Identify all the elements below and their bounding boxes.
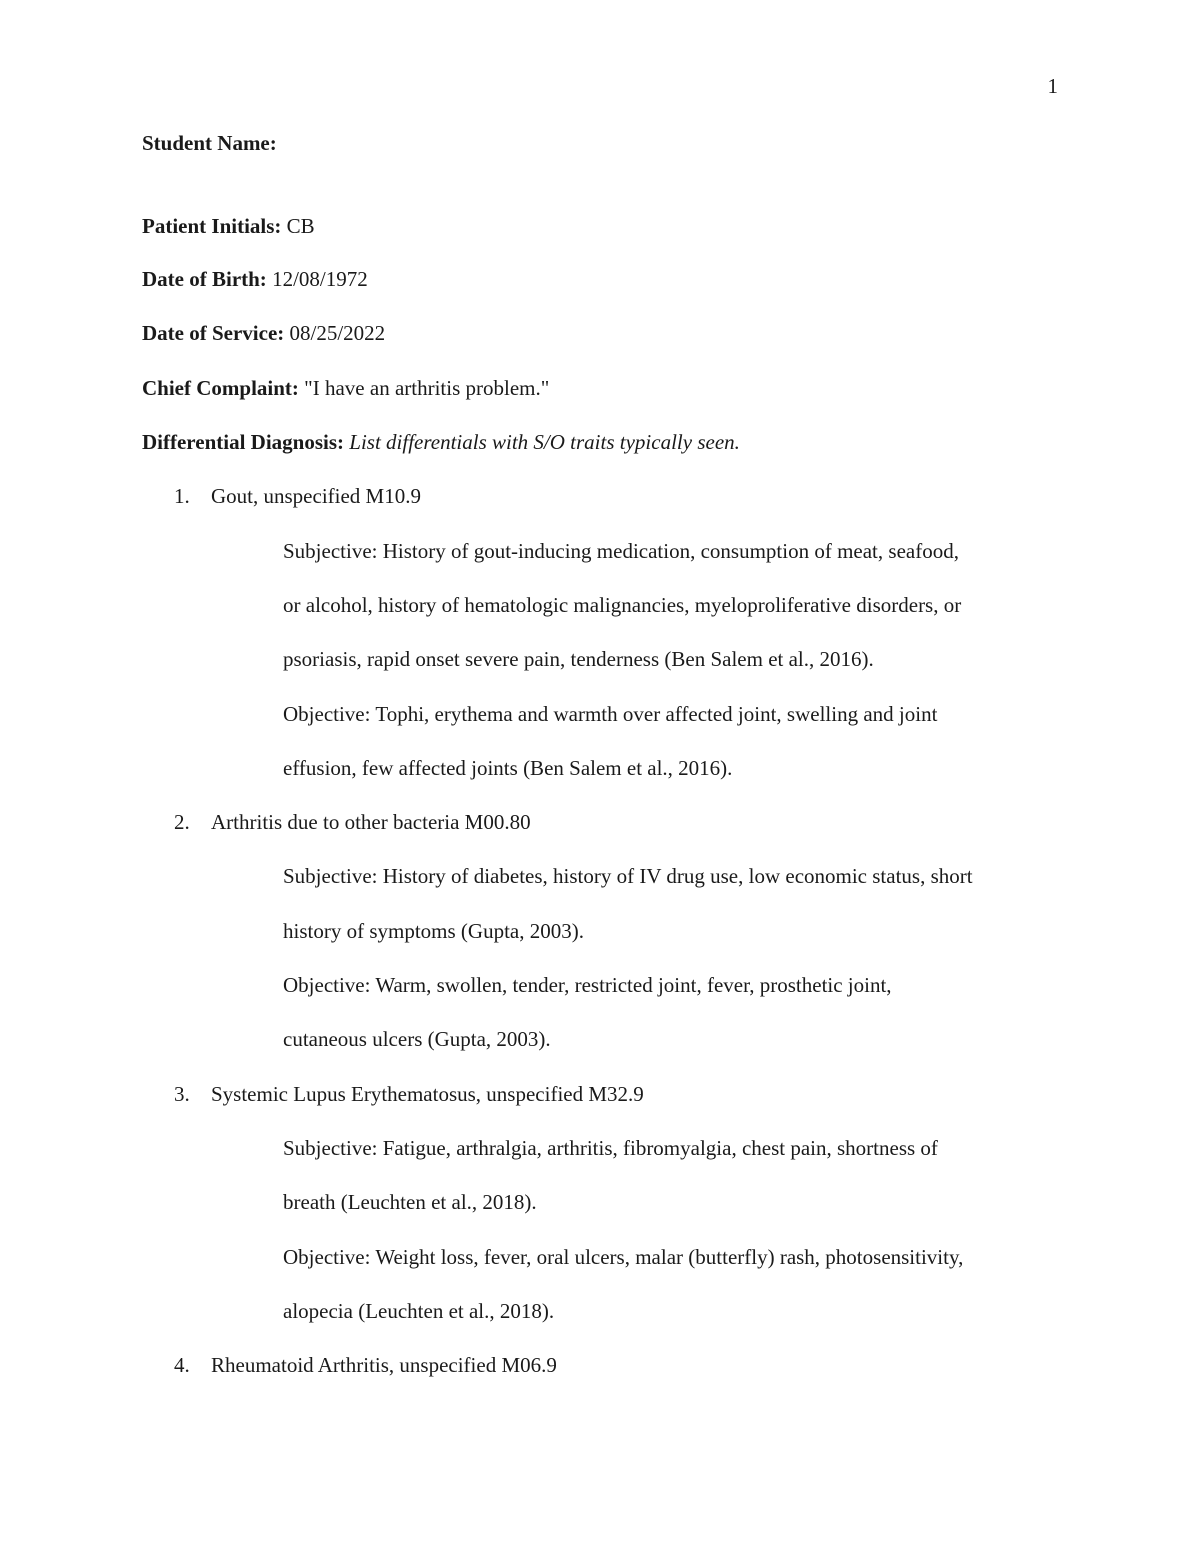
differential-1-title: Gout, unspecified M10.9 xyxy=(211,484,421,508)
differential-1-line-4: Objective: Tophi, erythema and warmth over affected joint, swelling and joint xyxy=(283,702,938,726)
differential-2-line-1: Subjective: History of diabetes, history of IV drug use, low economic status, short xyxy=(283,864,973,888)
dob-line xyxy=(142,265,368,293)
differential-4-title: Rheumatoid Arthritis, unspecified M06.9 xyxy=(211,1353,557,1377)
student-name-label: Student Name: xyxy=(142,131,277,155)
differential-1-line-2: or alcohol, history of hematologic malignancies, myeloproliferative disorders, or xyxy=(283,593,962,617)
differential-1-line-5: effusion, few affected joints (Ben Salem et al., 2016). xyxy=(283,756,733,780)
differential-3-line-2: breath (Leuchten et al., 2018). xyxy=(283,1190,537,1214)
differential-3-number: 3. xyxy=(174,1082,190,1106)
dob-value: 12/08/1972 xyxy=(272,267,368,291)
patient-initials-value: CB xyxy=(286,214,315,238)
differential-2-line-3: Objective: Warm, swollen, tender, restricted joint, fever, prosthetic joint, xyxy=(283,973,892,997)
differential-1-number: 1. xyxy=(174,484,190,508)
chief-complaint-value: "I have an arthritis problem." xyxy=(304,376,550,400)
differential-2-number: 2. xyxy=(174,810,190,834)
chief-complaint-line xyxy=(142,374,549,402)
differential-1-line-3: psoriasis, rapid onset severe pain, tenderness (Ben Salem et al., 2016). xyxy=(283,647,874,671)
differential-2-title: Arthritis due to other bacteria M00.80 xyxy=(211,810,531,834)
differential-line xyxy=(142,428,740,456)
patient-initials-label: Patient Initials: xyxy=(142,214,282,238)
differential-instruction: List differentials with S/O traits typically seen. xyxy=(349,430,740,454)
differential-2-line-4: cutaneous ulcers (Gupta, 2003). xyxy=(283,1027,551,1051)
chief-complaint-label: Chief Complaint: xyxy=(142,376,299,400)
differential-3-title: Systemic Lupus Erythematosus, unspecified M32.9 xyxy=(211,1082,644,1106)
dob-label: Date of Birth: xyxy=(142,267,267,291)
differential-4-number: 4. xyxy=(174,1353,190,1377)
dos-value: 08/25/2022 xyxy=(289,321,386,345)
student-name-line xyxy=(142,129,277,157)
differential-2-line-2: history of symptoms (Gupta, 2003). xyxy=(283,919,584,943)
differential-3-line-4: alopecia (Leuchten et al., 2018). xyxy=(283,1299,555,1323)
patient-initials-line xyxy=(142,212,315,240)
differential-1-line-1: Subjective: History of gout-inducing medication, consumption of meat, seafood, xyxy=(283,539,959,563)
page-number: 1 xyxy=(1047,74,1058,98)
differential-3-line-1: Subjective: Fatigue, arthralgia, arthritis, fibromyalgia, chest pain, shortness of xyxy=(283,1136,938,1160)
differential-3-line-3: Objective: Weight loss, fever, oral ulcers, malar (butterfly) rash, photosensitivity, xyxy=(283,1245,964,1269)
dos-label: Date of Service: xyxy=(142,321,285,345)
differential-label: Differential Diagnosis: xyxy=(142,430,345,454)
dos-line xyxy=(142,319,385,347)
